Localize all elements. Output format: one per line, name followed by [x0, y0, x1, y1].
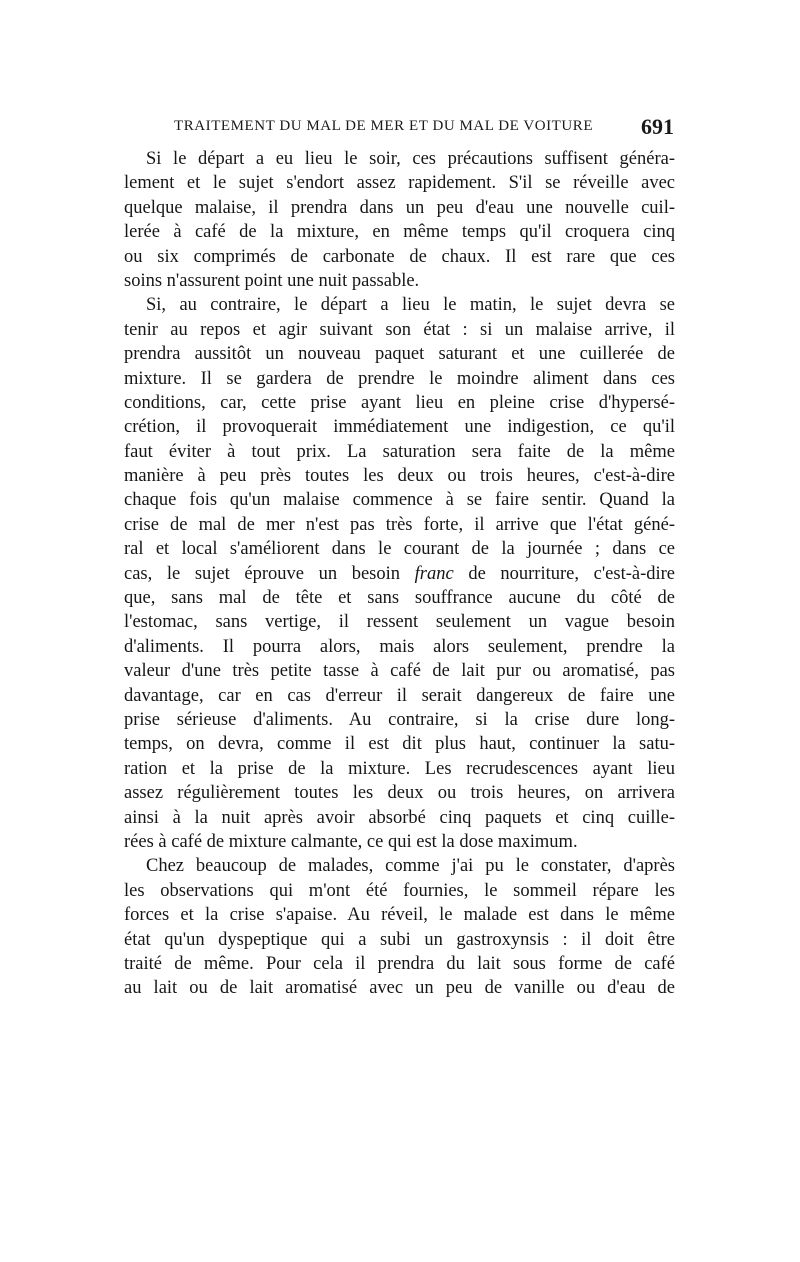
text-segment: cas, le sujet éprouve un besoin — [124, 563, 415, 584]
text-line: assez régulièrement toutes les deux ou trois heures, on arrivera — [124, 783, 675, 804]
text-line: Si, au contraire, le départ a lieu le matin, le sujet devra se — [146, 295, 675, 316]
body-text — [124, 147, 675, 1001]
text-line: quelque malaise, il prendra dans un peu d'eau une nouvelle cuil- — [124, 197, 675, 218]
text-line: crise de mal de mer n'est pas très forte, il arrive que l'état géné- — [124, 514, 675, 535]
text-line: tenir au repos et agir suivant son état : si un malaise arrive, il — [124, 319, 675, 340]
text-line: traité de même. Pour cela il prendra du lait sous forme de café — [124, 953, 675, 974]
text-line: d'aliments. Il pourra alors, mais alors seulement, prendre la — [124, 636, 675, 657]
text-line: lerée à café de la mixture, en même temps qu'il croquera cinq — [124, 222, 675, 243]
text-line: crétion, il provoquerait immédiatement une indigestion, ce qu'il — [124, 417, 675, 438]
text-line: temps, on devra, comme il est dit plus haut, continuer la satu- — [124, 734, 675, 755]
text-line: l'estomac, sans vertige, il ressent seulement un vague besoin — [124, 612, 675, 633]
text-line: ral et local s'améliorent dans le courant de la journée ; dans ce — [124, 539, 675, 560]
text-segment: de nourriture, c'est-à-dire — [453, 563, 675, 584]
text-line-with-italic — [124, 562, 675, 586]
text-line: rées à café de mixture calmante, ce qui est la dose maximum. — [124, 831, 578, 852]
text-line: manière à peu près toutes les deux ou trois heures, c'est-à-dire — [124, 466, 675, 487]
text-line: prendra aussitôt un nouveau paquet saturant et une cuillerée de — [124, 344, 675, 365]
text-line: ration et la prise de la mixture. Les recrudescences ayant lieu — [124, 758, 675, 779]
text-line: état qu'un dyspeptique qui a subi un gastroxynsis : il doit être — [124, 929, 675, 950]
text-line: davantage, car en cas d'erreur il serait dangereux de faire une — [124, 685, 675, 706]
paragraph-1 — [124, 147, 675, 293]
paragraph-2 — [124, 293, 675, 854]
text-line: faut éviter à tout prix. La saturation sera faite de la même — [124, 441, 675, 462]
text-line: au lait ou de lait aromatisé avec un peu de vanille ou d'eau de — [124, 978, 675, 999]
text-line: ou six comprimés de carbonate de chaux. Il est rare que ces — [124, 246, 675, 267]
text-line: valeur d'une très petite tasse à café de lait pur ou aromatisé, pas — [124, 661, 675, 682]
text-line: mixture. Il se gardera de prendre le moindre aliment dans ces — [124, 368, 675, 389]
text-line: Si le départ a eu lieu le soir, ces précautions suffisent généra- — [146, 149, 675, 169]
text-line: ainsi à la nuit après avoir absorbé cinq paquets et cinq cuille- — [124, 807, 675, 828]
text-line: lement et le sujet s'endort assez rapidement. S'il se réveille avec — [124, 173, 675, 194]
text-line: conditions, car, cette prise ayant lieu en pleine crise d'hypersé- — [124, 392, 675, 413]
paragraph-3 — [124, 854, 675, 1000]
text-line: forces et la crise s'apaise. Au réveil, le malade est dans le même — [124, 905, 675, 926]
running-header — [174, 114, 674, 139]
text-line: Chez beaucoup de malades, comme j'ai pu le constater, d'après — [146, 856, 675, 877]
text-line: les observations qui m'ont été fournies, le sommeil répare les — [124, 880, 675, 901]
page-number: 691 — [641, 114, 674, 139]
running-title: TRAITEMENT DU MAL DE MER ET DU MAL DE VOITURE — [174, 118, 594, 134]
text-line: prise sérieuse d'aliments. Au contraire, si la crise dure long- — [124, 709, 675, 730]
italic-word: franc — [414, 563, 454, 584]
text-line: chaque fois qu'un malaise commence à se faire sentir. Quand la — [124, 490, 675, 511]
text-line: que, sans mal de tête et sans souffrance aucune du côté de — [124, 588, 675, 609]
text-line: soins n'assurent point une nuit passable. — [124, 270, 420, 291]
